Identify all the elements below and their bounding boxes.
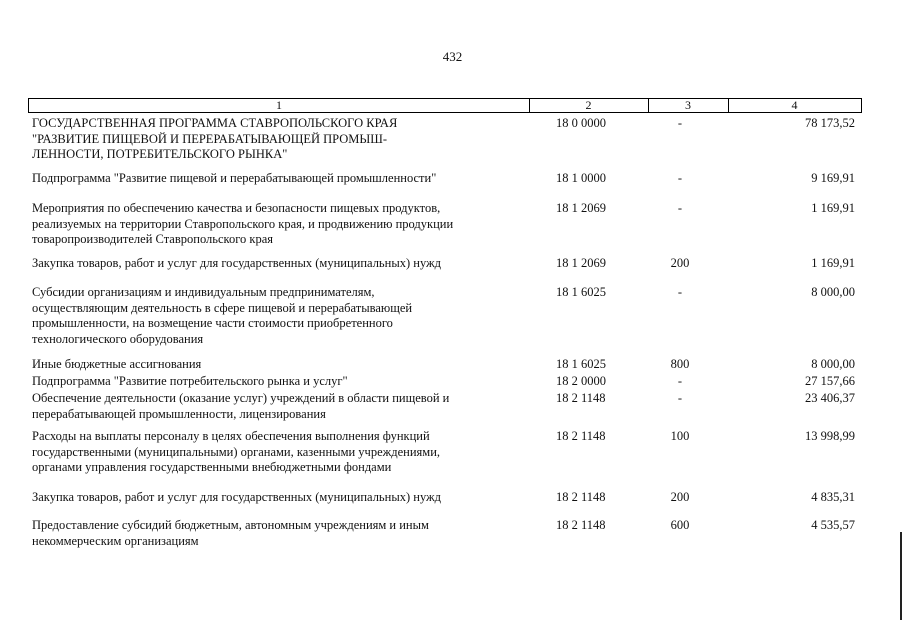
page-number: 432	[442, 49, 463, 64]
row-code: 18 2 1148	[556, 518, 606, 532]
row-amount: 1 169,91	[811, 201, 855, 215]
column-header-1: 1	[276, 98, 282, 112]
row-name: Обеспечение деятельности (оказание услуг) учреждений в области пищевой и перерабатывающей промышленности, лицензирования	[32, 391, 450, 421]
row-name: Мероприятия по обеспечению качества и безопасности пищевых продуктов, реализуемых на территории Ставропольского края, и продвижению продукции товаропроизводителей Ставропольского края	[32, 201, 454, 246]
row-amount: 78 173,52	[805, 116, 855, 130]
row-type: 800	[670, 357, 690, 371]
row-amount: 23 406,37	[805, 391, 855, 405]
row-type: -	[677, 391, 683, 405]
scan-margin-line	[900, 532, 902, 620]
column-header-3: 3	[685, 98, 691, 112]
row-code: 18 2 1148	[556, 391, 606, 405]
row-code: 18 2 1148	[556, 429, 606, 443]
column-header-2: 2	[585, 98, 592, 112]
row-code: 18 1 6025	[556, 357, 606, 371]
row-name: Расходы на выплаты персоналу в целях обеспечения выполнения функций государственными (муниципальными) органами, казенными учреждениями, органами управления государственными внебюджетными фондами	[32, 429, 441, 474]
row-amount: 8 000,00	[811, 285, 855, 299]
row-amount: 4 535,57	[811, 518, 855, 532]
row-code: 18 2 0000	[556, 374, 606, 388]
row-amount: 9 169,91	[811, 171, 855, 185]
row-name: Подпрограмма "Развитие пищевой и перерабатывающей промышленности"	[32, 171, 437, 185]
row-amount: 13 998,99	[805, 429, 855, 443]
row-name: Иные бюджетные ассигнования	[32, 357, 202, 371]
row-name: Предоставление субсидий бюджетным, автономным учреждениям и иным некоммерческим организациям	[32, 518, 429, 548]
column-header-4: 4	[791, 98, 798, 112]
row-code: 18 1 6025	[556, 285, 606, 299]
row-name: Закупка товаров, работ и услуг для государственных (муниципальных) нужд	[32, 490, 442, 504]
row-code: 18 1 0000	[556, 171, 606, 185]
row-type: 200	[670, 256, 690, 270]
row-type: 100	[670, 429, 690, 443]
row-type: 200	[670, 490, 690, 504]
row-name: Подпрограмма "Развитие потребительского рынка и услуг"	[32, 374, 348, 388]
row-type: 600	[670, 518, 690, 532]
row-name: ГОСУДАРСТВЕННАЯ ПРОГРАММА СТАВРОПОЛЬСКОГО КРАЯ "РАЗВИТИЕ ПИЩЕВОЙ И ПЕРЕРАБАТЫВАЮЩЕЙ ПРОМЫШ- ЛЕННОСТИ, ПОТРЕБИТЕЛЬСКОГО РЫНКА"	[32, 116, 398, 161]
row-type: -	[677, 285, 683, 299]
row-amount: 8 000,00	[811, 357, 855, 371]
row-code: 18 1 2069	[556, 201, 606, 215]
row-code: 18 1 2069	[556, 256, 606, 270]
row-amount: 4 835,31	[811, 490, 855, 504]
row-amount: 27 157,66	[805, 374, 855, 388]
row-type: -	[677, 201, 683, 215]
row-code: 18 0 0000	[556, 116, 606, 130]
row-type: -	[677, 171, 683, 185]
row-name: Субсидии организациям и индивидуальным предпринимателям, осуществляющим деятельность в сфере пищевой и перерабатывающей промышленности, на возмещение части стоимости приобретенного технологического оборудования	[32, 285, 413, 346]
row-type: -	[677, 374, 683, 388]
row-code: 18 2 1148	[556, 490, 606, 504]
row-name: Закупка товаров, работ и услуг для государственных (муниципальных) нужд	[32, 256, 442, 270]
row-type: -	[677, 116, 683, 130]
row-amount: 1 169,91	[811, 256, 855, 270]
